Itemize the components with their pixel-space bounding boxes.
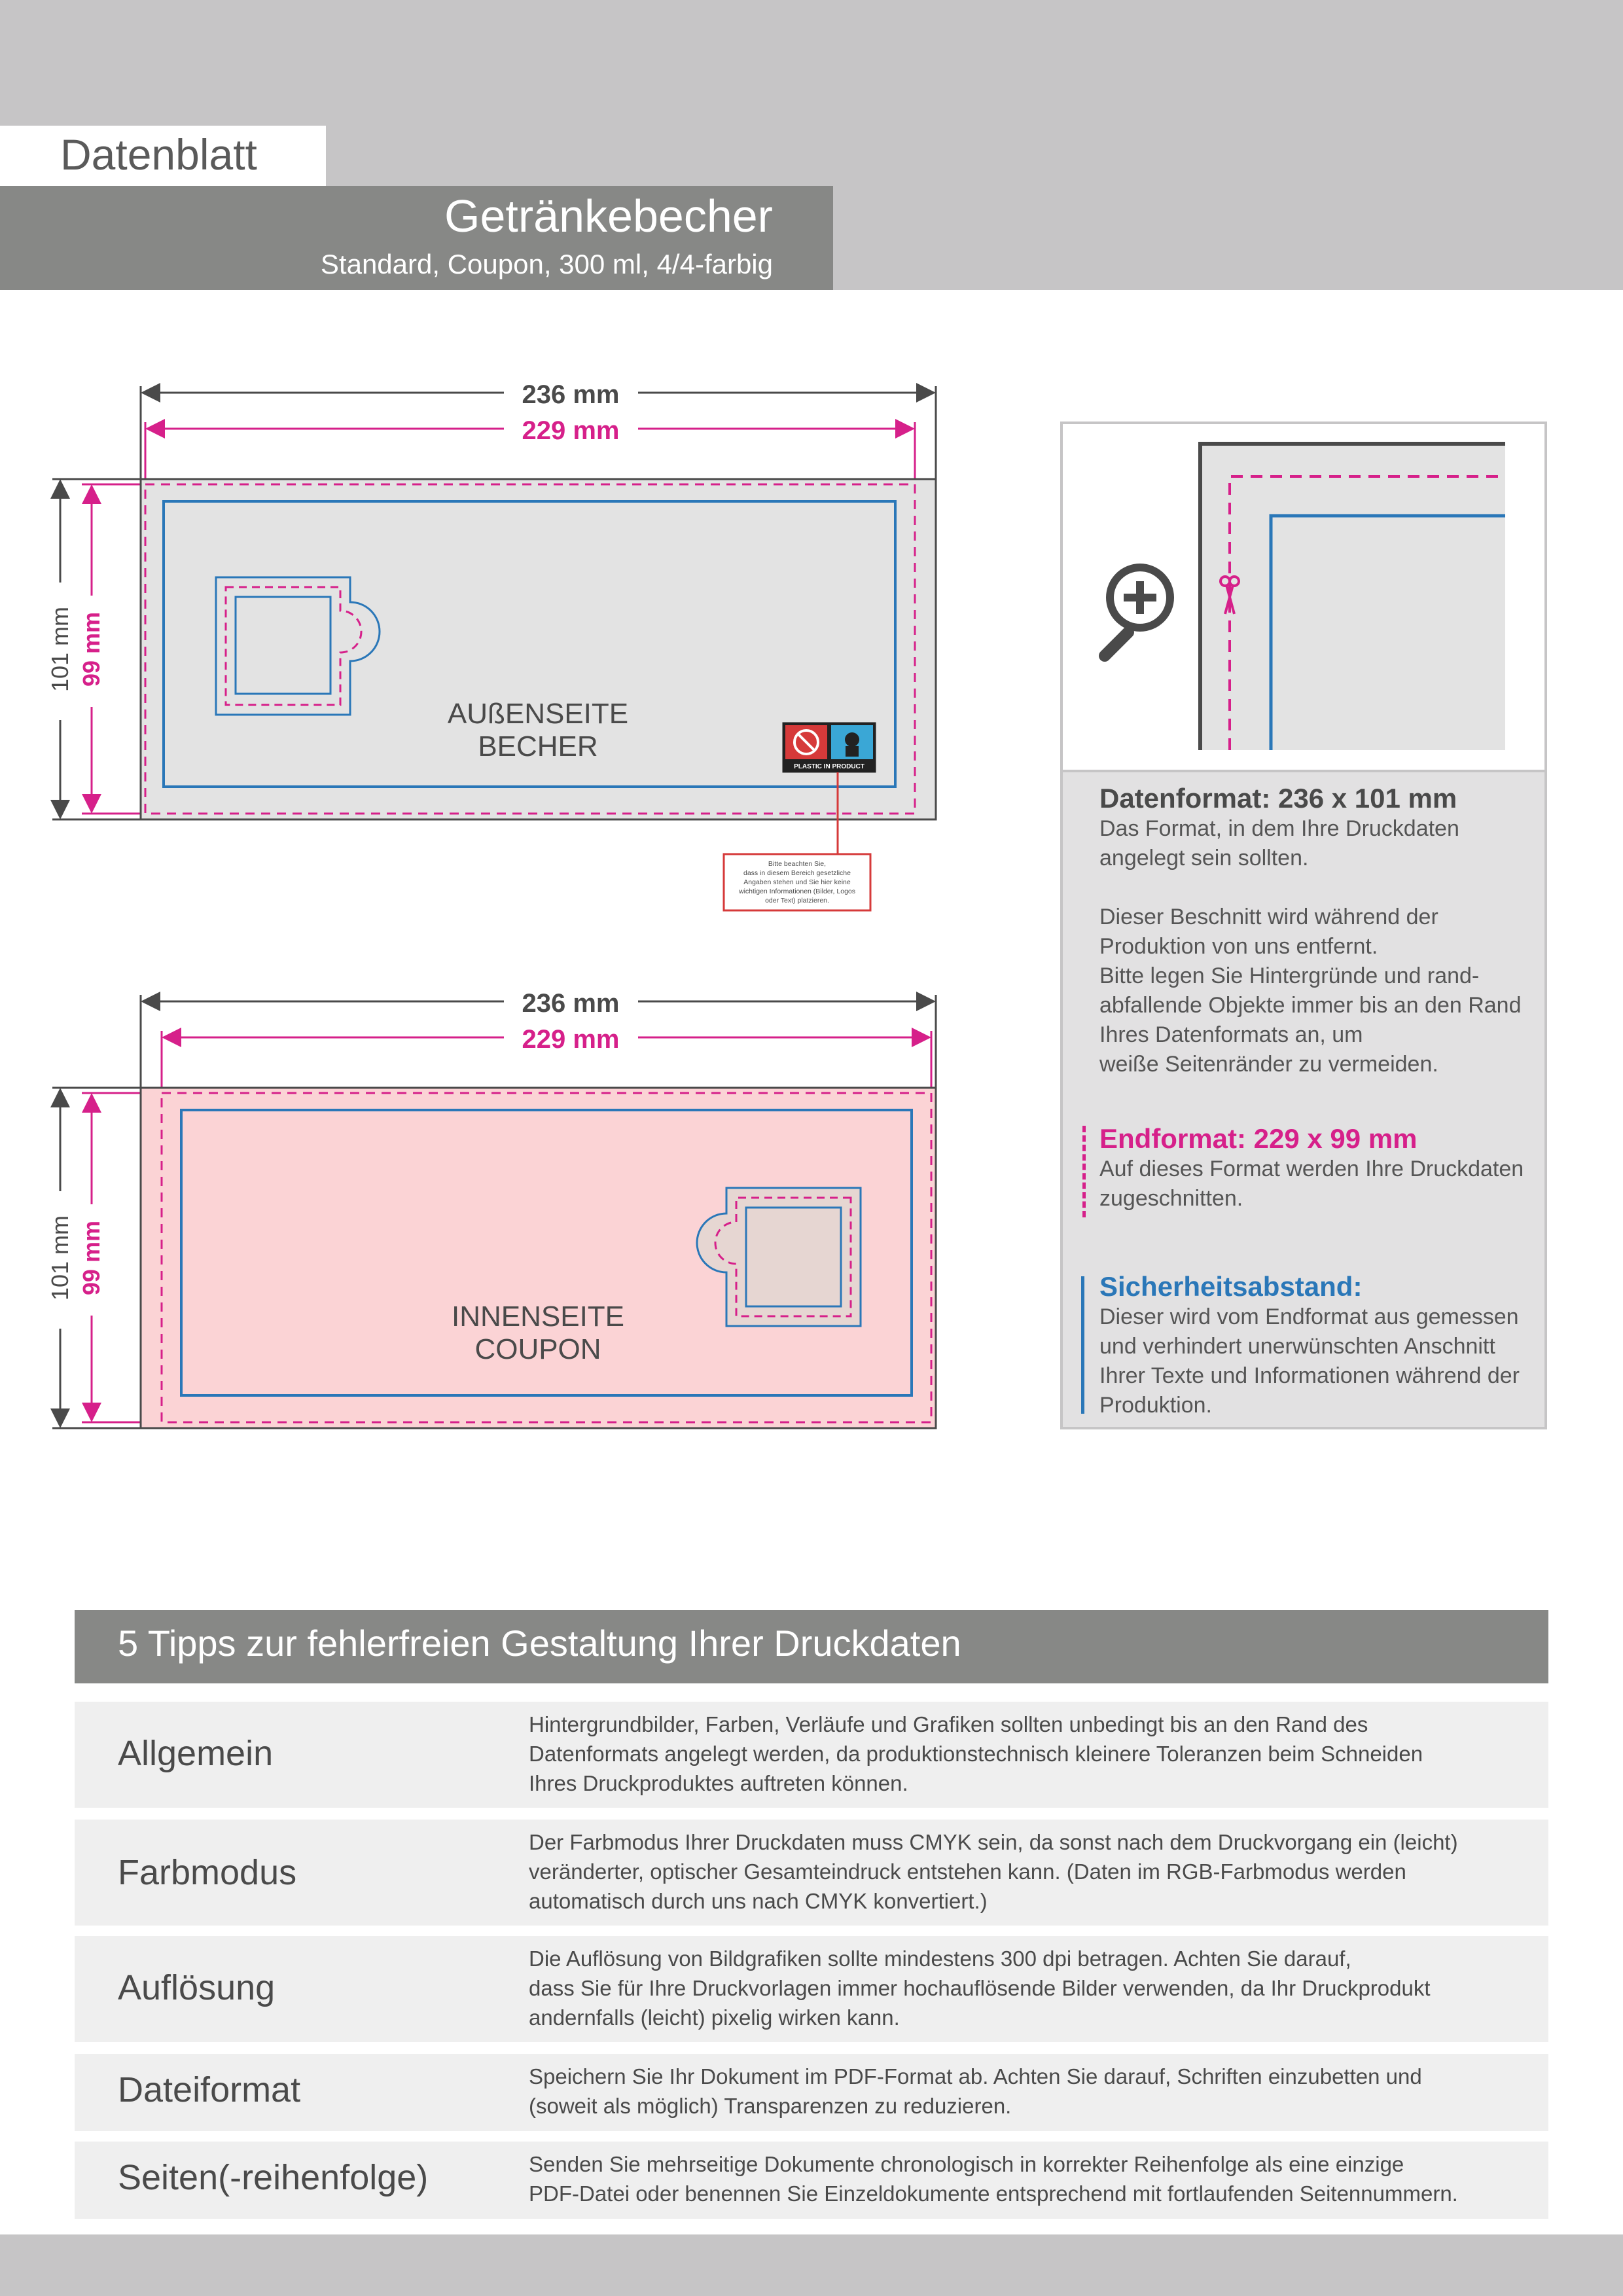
final-width-label: 229 mm [522, 1025, 620, 1054]
safety-title: Sicherheitsabstand: [1099, 1271, 1363, 1302]
svg-text:PLASTIC IN PRODUCT: PLASTIC IN PRODUCT [794, 763, 865, 770]
product-subtitle: Standard, Coupon, 300 ml, 4/4-farbig [320, 249, 773, 279]
svg-text:oder Text) platzieren.: oder Text) platzieren. [765, 897, 829, 905]
magnifier-plus-icon [1105, 564, 1174, 656]
bottom-band [0, 2234, 1623, 2296]
tip-row-seiten: Seiten(-reihenfolge) Senden Sie mehrseitige Dokumente chronologisch in korrekter Reihenfolge als eine einzige PDF-Datei oder benennen Sie Einzeldokumente entsprechend mit fortlaufenden Seitennummern. [75, 2142, 1548, 2219]
final-height-label: 99 mm [78, 611, 105, 687]
diagram-inner-side [0, 962, 982, 1440]
plastic-in-product-badge [783, 723, 876, 772]
side-label-line1: INNENSEITE [451, 1300, 625, 1333]
svg-text:Angaben stehen und Sie hier ke: Angaben stehen und Sie hier keine [743, 878, 851, 886]
title-bar [0, 186, 833, 290]
diagram-outer-side [0, 353, 982, 929]
tip-row-aufloesung: Auflösung Die Auflösung von Bildgrafiken sollte mindestens 300 dpi betragen. Achten Sie darauf, dass Sie für Ihre Druckvorlagen immer hochauflösende Bilder verwenden, da Ihr Druckprodukt andernfalls (leicht) pixelig wirken kann. [75, 1936, 1548, 2042]
svg-text:dass in diesem Bereich gesetzl: dass in diesem Bereich gesetzliche [743, 869, 851, 877]
zoom-detail [1063, 424, 1544, 770]
tip-row-dateiformat: Dateiformat Speichern Sie Ihr Dokument im PDF-Format ab. Achten Sie darauf, Schriften einzubetten und (soweit als möglich) Transparenzen zu reduzieren. [75, 2054, 1548, 2131]
legend-info: Datenformat: 236 x 101 mm Das Format, in dem Ihre Druckdaten angelegt sein sollten. Dieser Beschnitt wird während der Produktion von uns entfernt. Bitte legen Sie Hintergründe und rand- abfallende Objekte immer bis an den Rand Ihres Datenformats an, um weiße Seitenränder zu vermeiden. Endformat: 229 x 99 mm Auf dieses Format werden Ihre Druckdaten zugeschnitten. Sicherheitsabstand: Dieser wird vom Endformat aus gemessen und verhindert unerwünschten Anschnitt Ihrer Texte und Informationen während der Produktion. [1063, 770, 1544, 1427]
final-width-label: 229 mm [522, 416, 620, 445]
doc-label-box [0, 126, 326, 186]
side-label-line2: BECHER [478, 730, 598, 762]
outer-width-label: 236 mm [522, 989, 620, 1018]
tip-row-farbmodus: Farbmodus Der Farbmodus Ihrer Druckdaten muss CMYK sein, da sonst nach dem Druckvorgang ein (leicht) veränderter, optischer Gesamteindruck entstehen kann. (Daten im RGB-Farbmodus werden automatisch durch uns nach CMYK konvertiert.) [75, 1820, 1548, 1926]
side-label-line2: COUPON [474, 1333, 601, 1365]
datenformat-title: Datenformat: 236 x 101 mm [1099, 783, 1457, 814]
tips-title: 5 Tipps zur fehlerfreien Gestaltung Ihrer Druckdaten [118, 1623, 961, 1664]
outer-height-label: 101 mm [46, 606, 73, 692]
tips-header [75, 1610, 1548, 1683]
outer-height-label: 101 mm [46, 1215, 73, 1301]
final-height-label: 99 mm [78, 1220, 105, 1296]
svg-text:wichtigen Informationen (Bilde: wichtigen Informationen (Bilder, Logos [738, 888, 856, 895]
format-legend [1060, 422, 1547, 1429]
doc-label: Datenblatt [60, 130, 257, 179]
endformat-title: Endformat: 229 x 99 mm [1099, 1123, 1418, 1154]
outer-width-label: 236 mm [522, 380, 620, 409]
side-label-line1: AUßENSEITE [447, 698, 629, 730]
svg-text:Bitte beachten Sie,: Bitte beachten Sie, [768, 860, 827, 868]
product-title: Getränkebecher [444, 190, 773, 242]
tip-row-allgemein: Allgemein Hintergrundbilder, Farben, Verläufe und Grafiken sollten unbedingt bis an den Rand des Datenformats angelegt werden, da produktionstechnisch kleinere Toleranzen beim Schneiden Ihres Druckproduktes auftreten können. [75, 1702, 1548, 1808]
